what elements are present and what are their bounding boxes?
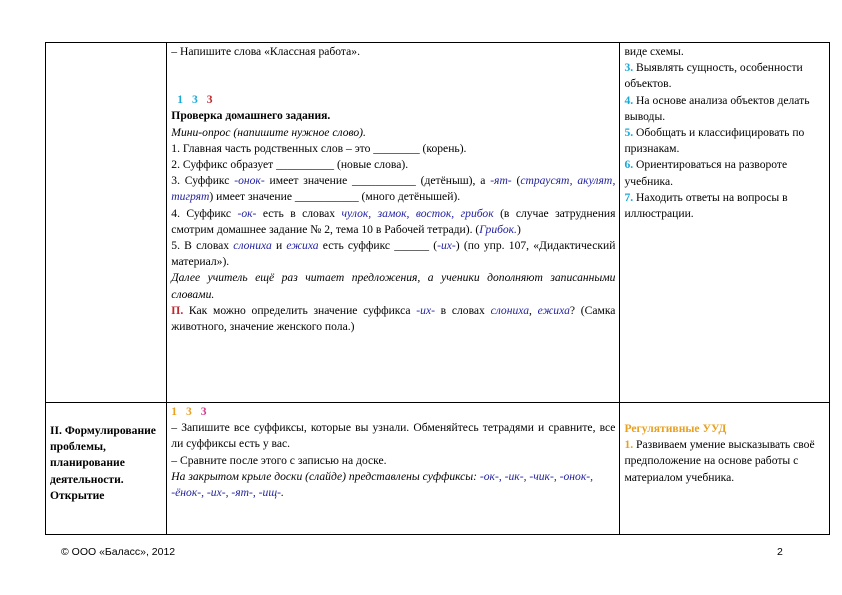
stage-cell: II. Формулирование проблемы, планирование деятельности. Открытие xyxy=(46,403,167,535)
level-number: 1 xyxy=(177,93,184,107)
question-1: 1. Главная часть родственных слов – это ________ (корень). xyxy=(171,141,467,155)
skill-item: 1. Развиваем умение высказывать своё предположение на основе работы с материалом учебника. xyxy=(624,438,815,484)
level-number: 1 xyxy=(171,405,178,418)
board-note: На закрытом крыле доски (слайде) представлены суффиксы: -ок-, -ик-, -чик-, -онок-, -ёнок-, -их-, -ят-, -ищ-. xyxy=(171,469,594,500)
page-number: 2 xyxy=(777,546,783,558)
skill-item: 6. Ориентироваться на развороте учебника. xyxy=(624,158,788,188)
mini-survey-label: Мини-опрос (напишите нужное слово). xyxy=(171,125,366,139)
question-5: 5. В словах слониха и ежиха есть суффикс ______ (-их-) (по упр. 107, «Дидактический материал»). xyxy=(171,239,616,269)
level-number: 3 xyxy=(206,93,213,107)
skills-cell xyxy=(620,403,830,535)
skill-item: 7. Находить ответы на вопросы в иллюстрации. xyxy=(624,190,788,221)
table-row xyxy=(46,43,830,403)
level-numbers xyxy=(171,404,615,420)
skills-cell xyxy=(620,43,830,403)
level-number: 3 xyxy=(192,93,198,107)
instruction-line: – Запишите все суффиксы, которые вы узнали. Обменяйтесь тетрадями и сравните, все ли суффиксы есть у вас. xyxy=(171,421,616,451)
level-number: 3 xyxy=(186,405,192,418)
level-number: 3 xyxy=(200,405,207,418)
skill-line: виде схемы. xyxy=(624,45,684,58)
intro-line: – Напишите слова «Классная работа». xyxy=(171,45,360,58)
question-2: 2. Суффикс образует __________ (новые слова). xyxy=(171,158,409,172)
level-numbers xyxy=(171,92,615,108)
stage-cell xyxy=(46,43,167,403)
teacher-note: Далее учитель ещё раз читает предложения, а ученики дополняют записанными словами. xyxy=(171,271,616,301)
table-row xyxy=(46,403,830,535)
problem-question: П. Как можно определить значение суффикса -их- в словах слониха, ежиха? (Самка животного, значение женского пола.) xyxy=(171,303,616,334)
question-4: 4. Суффикс -ок- есть в словах чулок, замок, восток, грибок (в случае затруднения смотрим домашнее задание № 2, тема 10 в Рабочей тетради). (Грибок.) xyxy=(171,206,616,236)
activity-cell xyxy=(167,43,620,403)
instruction-line: – Сравните после этого с записью на доске. xyxy=(171,453,387,467)
section-heading: Проверка домашнего задания. xyxy=(171,109,331,123)
skill-item: 4. На основе анализа объектов делать выводы. xyxy=(624,93,810,123)
skill-item: 5. Обобщать и классифицировать по признакам. xyxy=(624,126,805,156)
lesson-table xyxy=(45,42,830,535)
question-3: 3. Суффикс -онок- имеет значение ___________ (детёныш), а -ят- (страусят, акулят, тигрят) имеет значение ___________ (много детёнышей). xyxy=(171,174,616,204)
copyright-footer: © ООО «Баласс», 2012 xyxy=(61,546,176,558)
skill-item: 3. Выявлять сущность, особенности объектов. xyxy=(624,61,803,91)
activity-cell xyxy=(167,403,620,535)
uud-heading: Регулятивные УУД xyxy=(624,422,727,435)
